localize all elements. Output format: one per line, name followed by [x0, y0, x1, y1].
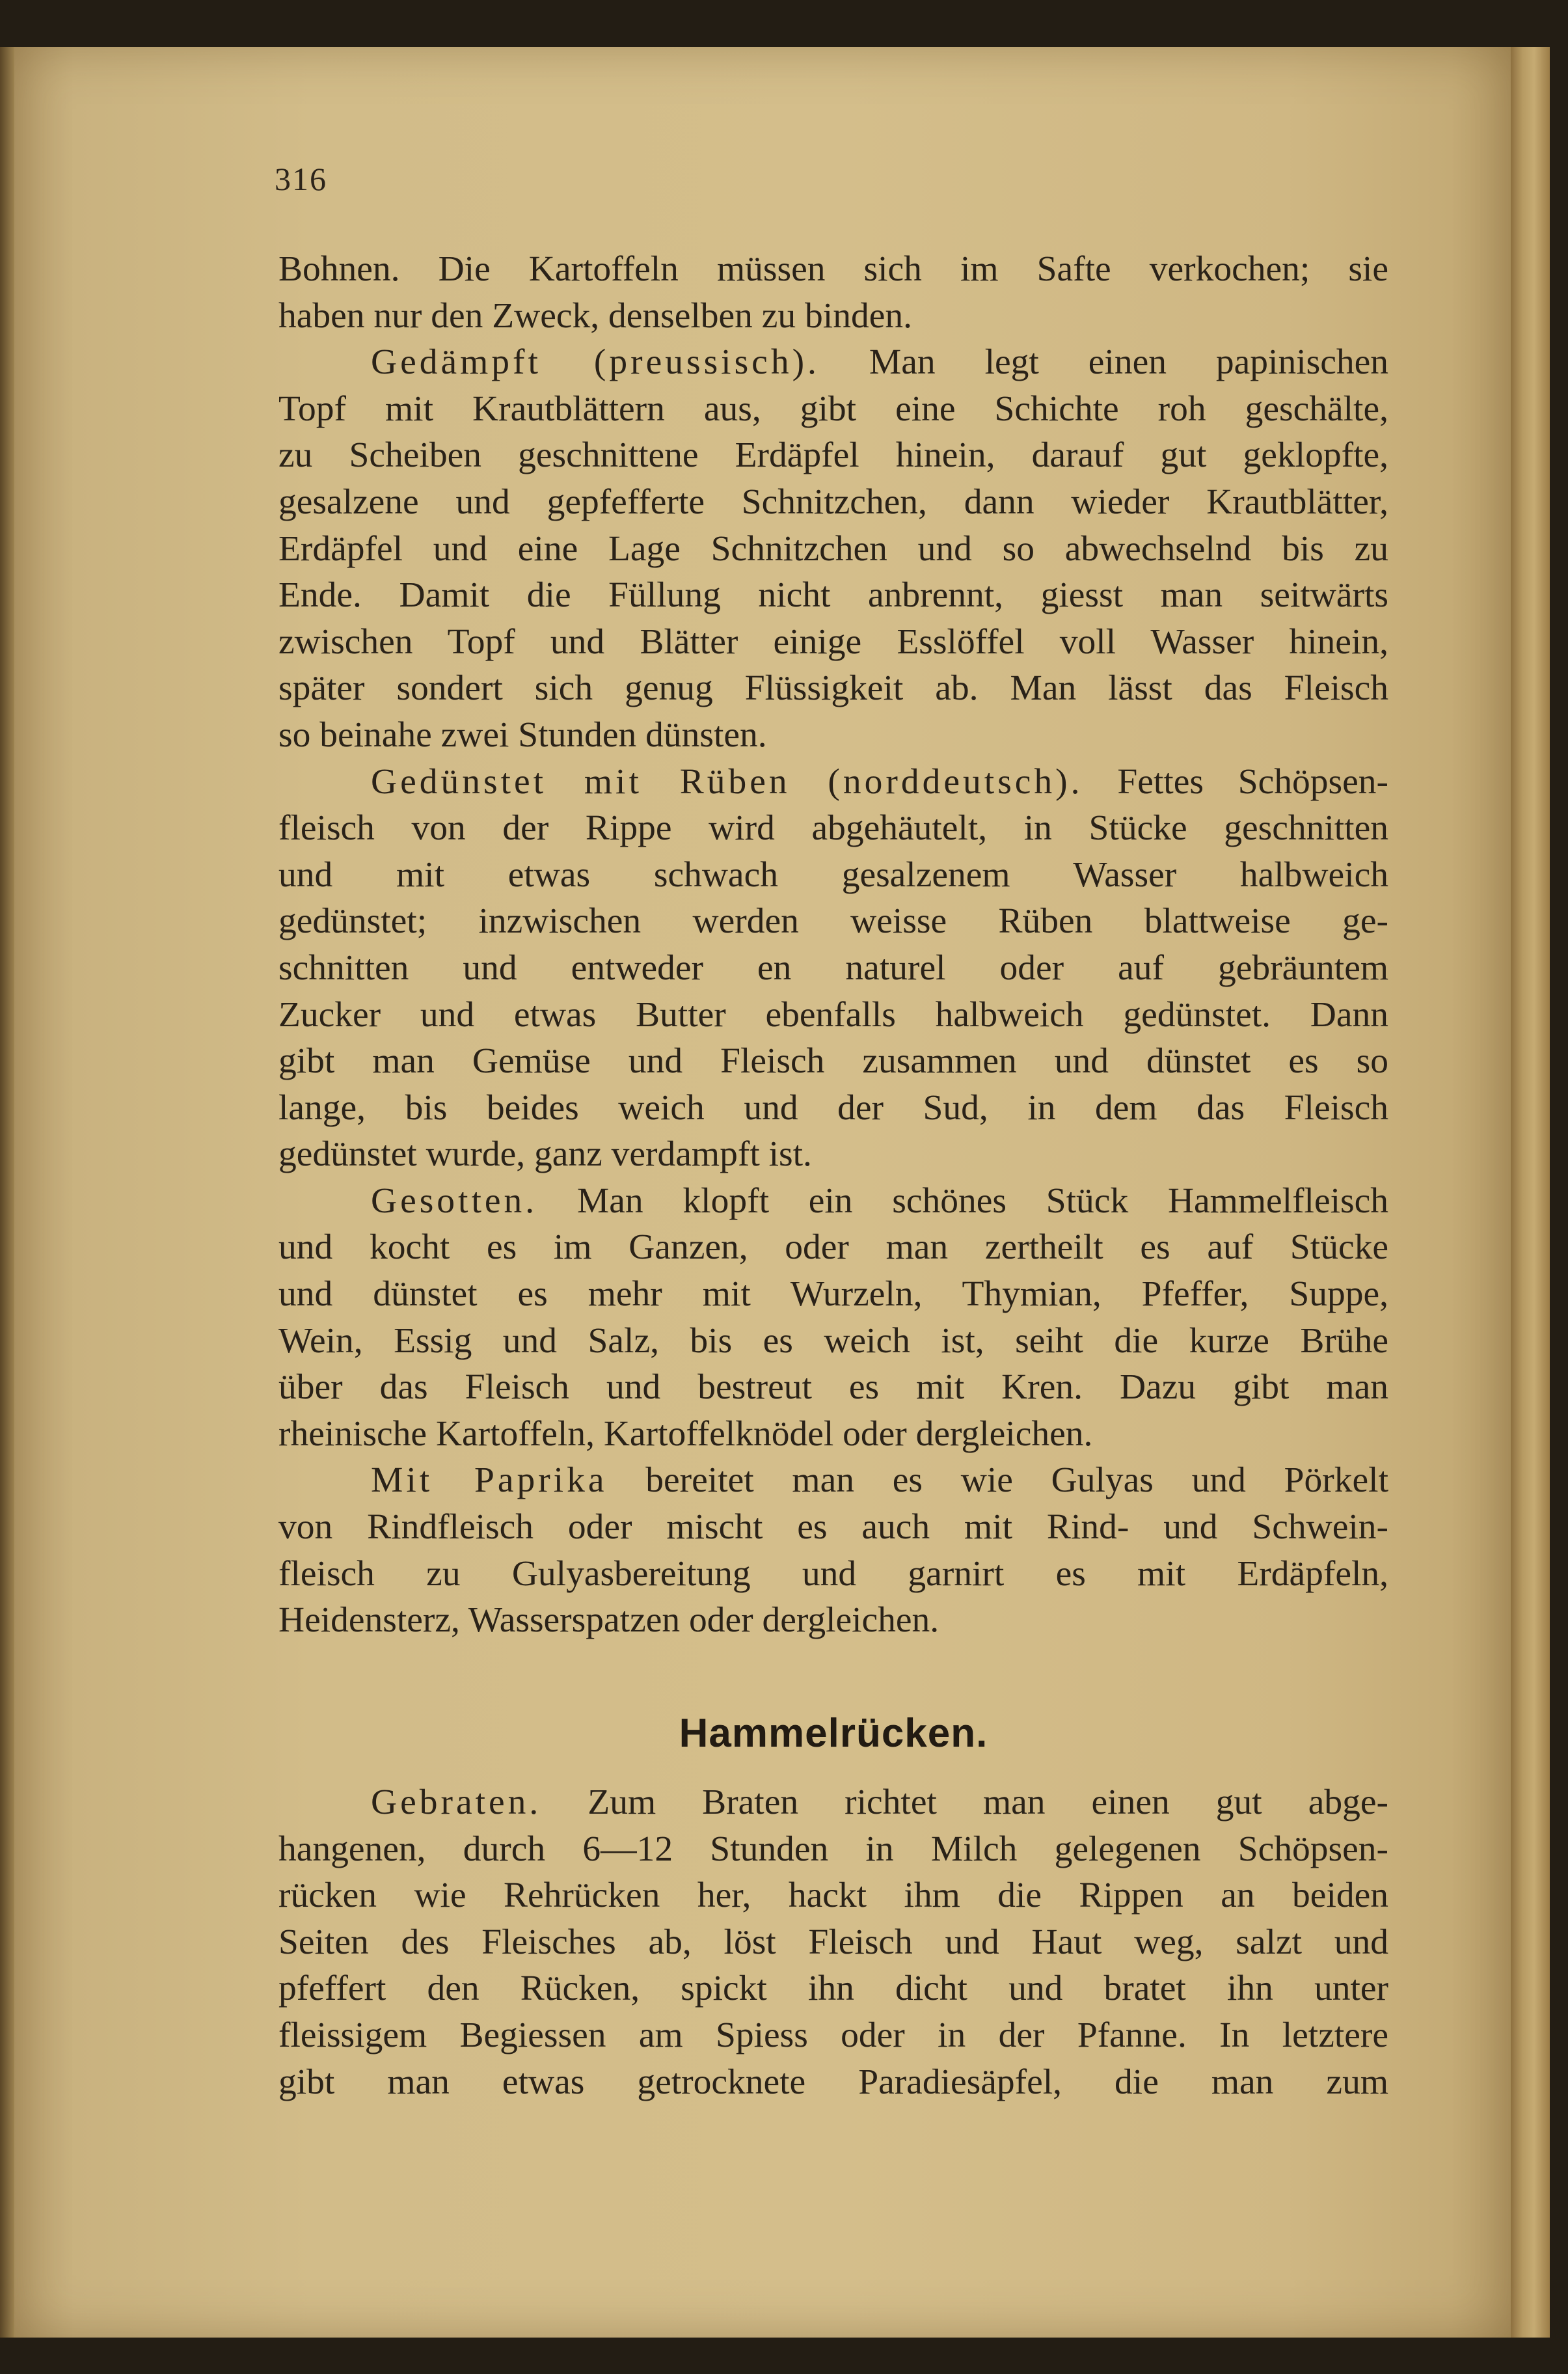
line-text: haben nur den Zweck, denselben zu binden. — [278, 295, 912, 336]
line-text: gesalzene und gepfefferte Schnitzchen, dann wieder Krautblätter, — [278, 482, 1388, 522]
text-line — [278, 1779, 1388, 1826]
line-text: gedünstet wurde, ganz verdampft ist. — [278, 1134, 812, 1175]
line-text: Topf mit Krautblättern aus, gibt eine Schichte roh geschälte, — [278, 389, 1388, 429]
line-text: gibt man etwas getrocknete Paradiesäpfel, die man zum — [278, 2062, 1388, 2102]
text-line — [278, 1919, 1388, 1966]
text-line — [278, 1364, 1388, 1411]
text-line — [278, 432, 1388, 479]
line-text: lange, bis beides weich und der Sud, in dem das Fleisch — [278, 1087, 1388, 1128]
paragraph-lead: Gesotten. — [371, 1180, 538, 1221]
line-text: fleisch zu Gulyasbereitung und garnirt es mit Erdäpfeln, — [278, 1553, 1388, 1594]
text-line — [278, 1457, 1388, 1504]
text-line — [278, 339, 1388, 386]
text-line — [278, 1826, 1388, 1873]
text-line — [278, 805, 1388, 852]
line-text: und mit etwas schwach gesalzenem Wasser halbweich — [278, 854, 1388, 895]
page-number: 316 — [275, 161, 327, 197]
line-text: Man klopft ein schönes Stück Hammelfleisch — [537, 1180, 1388, 1221]
text-line — [278, 1318, 1388, 1365]
text-line — [278, 1872, 1388, 1919]
text-line — [278, 246, 1388, 293]
page-edge-left — [0, 47, 14, 2338]
line-text: später sondert sich genug Flüssigkeit ab. Man lässt das Fleisch — [278, 668, 1388, 709]
text-line — [278, 2012, 1388, 2059]
line-text: gibt man Gemüse und Fleisch zusammen und dünstet es so — [278, 1041, 1388, 1082]
line-text: rücken wie Rehrücken her, hackt ihm die Rippen an beiden — [278, 1876, 1388, 1916]
line-text: so beinahe zwei Stunden dünsten. — [278, 715, 767, 755]
line-text: von Rindfleisch oder mischt es auch mit Rind- und Schwein- — [278, 1507, 1388, 1548]
line-text: zwischen Topf und Blätter einige Esslöffel voll Wasser hinein, — [278, 621, 1388, 662]
text-line — [278, 1038, 1388, 1085]
line-text: schnitten und entweder en naturel oder auf gebräuntem — [278, 948, 1388, 988]
line-text: über das Fleisch und bestreut es mit Kren. Dazu gibt man — [278, 1367, 1388, 1408]
line-text: fleisch von der Rippe wird abgehäutelt, in Stücke geschnitten — [278, 808, 1388, 849]
text-line — [278, 526, 1388, 573]
line-text: und kocht es im Ganzen, oder man zertheilt es auf Stücke — [278, 1227, 1388, 1268]
paragraph-lead: Mit Paprika — [371, 1460, 608, 1501]
text-line — [278, 1085, 1388, 1132]
line-text: zu Scheiben geschnittene Erdäpfel hinein, darauf gut geklopfte, — [278, 435, 1388, 476]
paragraph-lead: Gebraten. — [371, 1782, 542, 1822]
text-line — [278, 1411, 1388, 1458]
line-text: Fettes Schöpsen- — [1083, 761, 1388, 802]
line-text: Bohnen. Die Kartoffeln müssen sich im Safte verkochen; sie — [278, 249, 1388, 289]
text-line — [278, 1551, 1388, 1598]
text-line — [278, 1178, 1388, 1225]
text-line — [278, 759, 1388, 806]
text-line — [278, 665, 1388, 712]
line-text: Zucker und etwas Butter ebenfalls halbweich gedünstet. Dann — [278, 994, 1388, 1035]
text-line — [278, 992, 1388, 1039]
text-line — [278, 1131, 1388, 1178]
body-text-block-1 — [278, 246, 1388, 1644]
text-line — [278, 898, 1388, 945]
line-text: und dünstet es mehr mit Wurzeln, Thymian, Pfeffer, Suppe, — [278, 1274, 1388, 1315]
text-line — [278, 1271, 1388, 1318]
line-text: Heidensterz, Wasserspatzen oder dergleichen. — [278, 1600, 939, 1641]
text-line — [278, 2059, 1388, 2106]
line-text: gedünstet; inzwischen werden weisse Rüben blattweise ge- — [278, 901, 1388, 942]
text-line — [278, 1504, 1388, 1551]
text-line — [278, 619, 1388, 666]
text-line — [278, 479, 1388, 526]
line-text: pfeffert den Rücken, spickt ihn dicht und bratet ihn unter — [278, 1969, 1388, 2009]
line-text: fleissigem Begiessen am Spiess oder in der Pfanne. In letztere — [278, 2015, 1388, 2055]
line-text: Wein, Essig und Salz, bis es weich ist, seiht die kurze Brühe — [278, 1320, 1388, 1361]
paragraph-lead: Gedünstet mit Rüben (norddeutsch). — [371, 761, 1083, 802]
line-text: hangenen, durch 6—12 Stunden in Milch gelegenen Schöpsen- — [278, 1829, 1388, 1869]
body-text-block-2 — [278, 1779, 1388, 2105]
text-line — [278, 1965, 1388, 2012]
line-text: Seiten des Fleisches ab, löst Fleisch und Haut weg, salzt und — [278, 1922, 1388, 1962]
text-line — [278, 386, 1388, 433]
line-text: Man legt einen papinischen — [819, 342, 1388, 383]
line-text: bereitet man es wie Gulyas und Pörkelt — [607, 1460, 1388, 1501]
text-line — [278, 852, 1388, 899]
text-line — [278, 945, 1388, 992]
line-text: Ende. Damit die Füllung nicht anbrennt, giesst man seitwärts — [278, 575, 1388, 616]
text-line — [278, 712, 1388, 759]
text-line — [278, 572, 1388, 619]
line-text: Erdäpfel und eine Lage Schnitzchen und so abwechselnd bis zu — [278, 528, 1388, 569]
text-line — [278, 293, 1388, 340]
section-heading: Hammelrücken. — [679, 1711, 988, 1756]
line-text: rheinische Kartoffeln, Kartoffelknödel oder dergleichen. — [278, 1413, 1093, 1454]
paragraph-lead: Gedämpft (preussisch). — [371, 342, 820, 383]
line-text: Zum Braten richtet man einen gut abge- — [541, 1782, 1388, 1822]
text-line — [278, 1597, 1388, 1644]
page-edge-right — [1511, 47, 1550, 2338]
text-line — [278, 1224, 1388, 1271]
